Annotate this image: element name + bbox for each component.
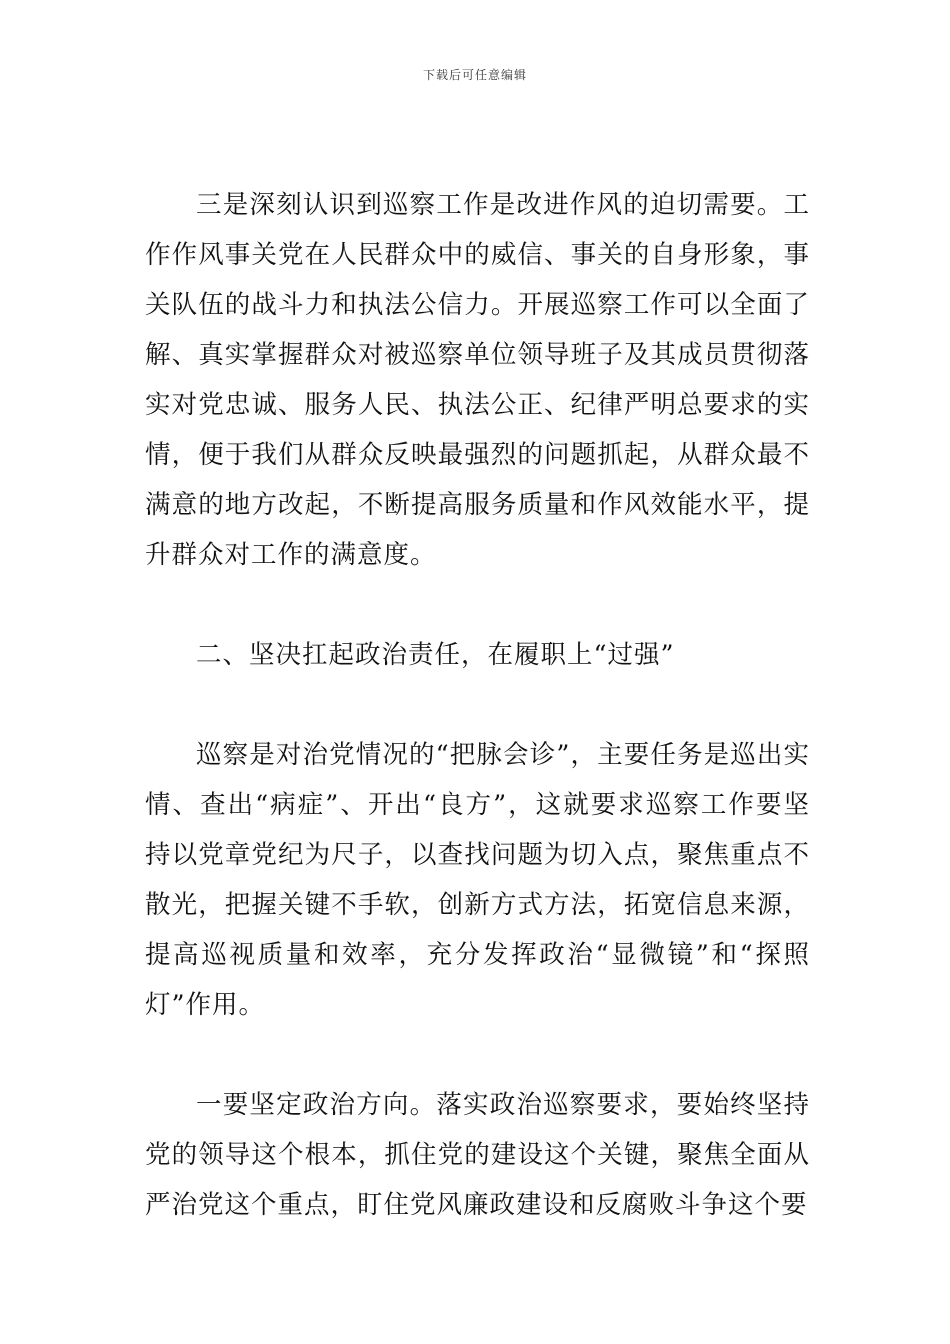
- paragraph-work-style: 三是深刻认识到巡察工作是改进作风的迫切需要。工作作风事关党在人民群众中的威信、事关的自身形象，事关队伍的战斗力和执法公信力。开展巡察工作可以全面了解、真实掌握群众对被巡察单位领导班子及其成员贯彻落实对党忠诚、服务人民、执法公正、纪律严明总要求的实情，便于我们从群众反映最强烈的问题抓起，从群众最不满意的地方改起，不断提高服务质量和作风效能水平，提升群众对工作的满意度。: [145, 190, 810, 570]
- paragraph-political-direction: 一要坚定政治方向。落实政治巡察要求，要始终坚持党的领导这个根本，抓住党的建设这个关键，聚焦全面从严治党这个重点，盯住党风廉政建设和反腐败斗争这个要: [145, 1090, 810, 1220]
- section-heading-political-responsibility: 二、坚决扛起政治责任，在履职上“过强”: [196, 640, 675, 670]
- document-body: [145, 180, 810, 1230]
- paragraph-spacer: [145, 1030, 810, 1080]
- paragraph-spacer: [145, 580, 810, 630]
- paragraph-spacer: [145, 680, 810, 730]
- page-header-note: 下载后可任意编辑: [422, 68, 527, 82]
- paragraph-inspection-diagnosis: 巡察是对治党情况的“把脉会诊”，主要任务是巡出实情、查出“病症”、开出“良方”，这就要求巡察工作要坚持以党章党纪为尺子，以查找问题为切入点，聚焦重点不散光，把握关键不手软，创新方式方法，拓宽信息来源，提高巡视质量和效率，充分发挥政治“显微镜”和“探照灯”作用。: [145, 740, 810, 1020]
